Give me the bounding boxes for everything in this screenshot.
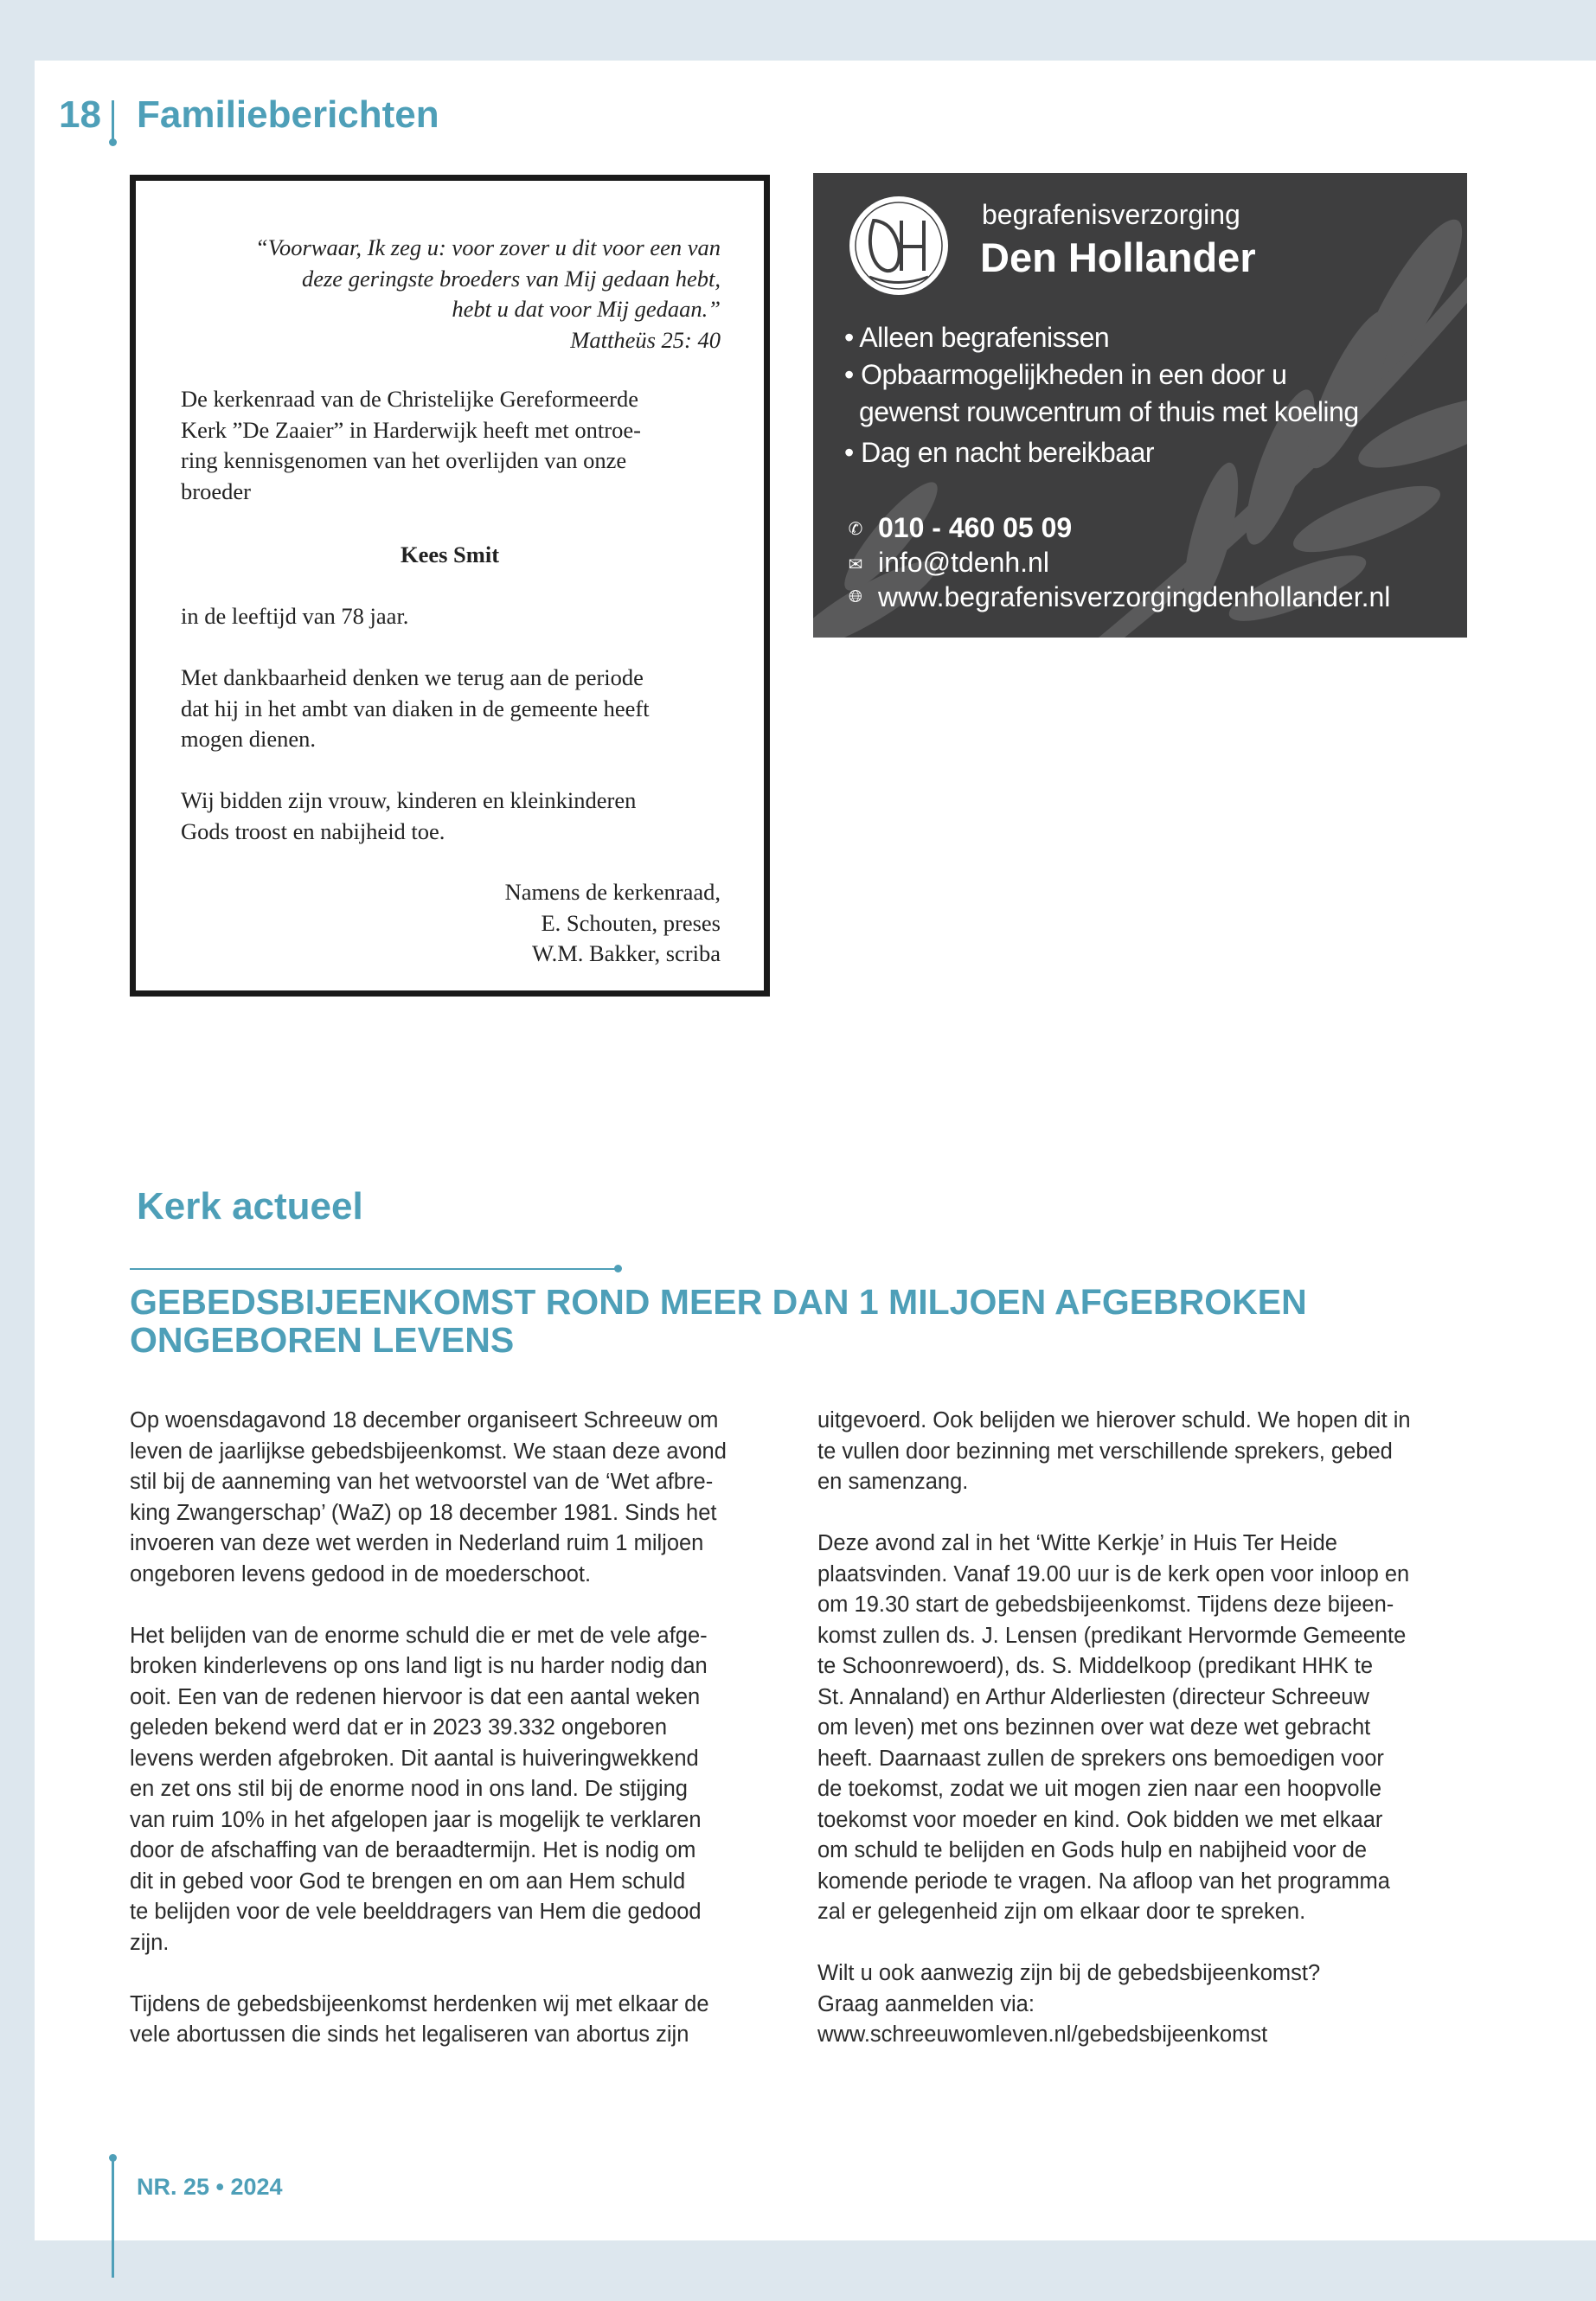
article-paragraph: Deze avond zal in het ‘Witte Kerkje’ in Huis Ter Heide plaatsvinden. Vanaf 19.00 uur is de kerk open voor inloop en om 19.30 start de gebedsbijeenkomst. Tijdens deze bijeen- komst zullen ds. J. Lensen (predikant Hervormde Gemeente te Schoonrewoerd), ds. S. Middelkoop (predikant HHK te St. Annaland) en Arthur Alderliesten (directeur Schreeuw om leven) met ons bezinnen over wat deze wet gebracht heeft. Daarnaast zullen de sprekers ons bemoedigen voor de toekomst, zodat we uit mogen zien naar een hoopvolle toekomst voor moeder en kind. Ook bidden we met elkaar om schuld te belijden en Gods hulp en nabijheid voor de komende periode te vragen. Na afloop van het programma zal er gelegenheid zijn om elkaar door te spreken.	[817, 1531, 1410, 1924]
ad-phone[interactable]: 010 - 460 05 09	[878, 512, 1073, 543]
obituary-prayer	[181, 785, 734, 847]
quote-line: “Voorwaar, Ik zeg u: voor zover u dit voor een van	[254, 234, 721, 260]
text-line: Met dankbaarheid denken we terug aan de periode	[181, 664, 644, 690]
signature-line: Namens de kerkenraad,	[504, 879, 721, 905]
obituary-notice	[130, 175, 770, 997]
footer-divider	[112, 2157, 114, 2278]
text-line: Wij bidden zijn vrouw, kinderen en kleinkinderen	[181, 787, 637, 813]
text-line: mogen dienen.	[181, 726, 317, 752]
header-divider-dot	[109, 138, 117, 146]
text-line: ring kennisgenomen van het overlijden van onze	[181, 447, 627, 473]
kerk-section-title: Kerk actueel	[137, 1185, 363, 1227]
article-paragraph: Het belijden van de enorme schuld die er met de vele afge- broken kinderlevens op ons land ligt is nu harder nodig dan ooit. Een van de redenen hiervoor is dat een aantal weken geleden bekend werd dat er in 2023 39.332 ongeboren levens werden afgebroken. Dit aantal is huiveringwekkend en zet ons stil bij de enorme nood in ons land. De stijging van ruim 10% in het afgelopen jaar is mogelijk te verklaren door de afschaffing van de beraadtermijn. Het is nodig om dit in gebed voor God te brengen en om aan Hem schuld te belijden voor de vele beelddragers van Hem die gedood zijn.	[130, 1623, 708, 1955]
ad-email[interactable]: info@tdenh.nl	[878, 547, 1049, 578]
bible-quote	[167, 233, 721, 356]
quote-reference: Mattheüs 25: 40	[570, 326, 721, 353]
headline-line: ONGEBOREN LEVENS	[130, 1320, 515, 1360]
text-line: Gods troost en nabijheid toe.	[181, 817, 445, 844]
envelope-icon: ✉	[848, 555, 863, 574]
page-number: 18	[59, 93, 101, 136]
article-paragraph: Op woensdagavond 18 december organiseert Schreeuw om leven de jaarlijkse gebedsbijeenkomst. We staan deze avond stil bij de aanneming van het wetvoorstel van de ‘Wet afbre- king Zwangerschap’ (WaZ) op 18 december 1981. Sinds het invoeren van deze wet werden in Nederland ruim 1 miljoen ongeboren levens gedood in de moederschoot.	[130, 1408, 727, 1586]
quote-line: deze geringste broeders van Mij gedaan hebt,	[301, 265, 721, 292]
ad-subtitle: begrafenisverzorging	[982, 199, 1240, 230]
article-paragraph: Tijdens de gebedsbijeenkomst herdenken wij met elkaar de vele abortussen die sinds het legaliseren van abortus zijn	[130, 1991, 709, 2047]
deceased-name: Kees Smit	[400, 542, 500, 567]
section-underline	[130, 1268, 617, 1270]
signature-line: W.M. Bakker, scriba	[531, 940, 721, 966]
header-divider	[112, 100, 114, 144]
article-paragraph: Wilt u ook aanwezig zijn bij de gebedsbijeenkomst? Graag aanmelden via: www.schreeuwomleven.nl/gebedsbijeenkomst	[817, 1961, 1321, 2047]
registration-link[interactable]: www.schreeuwomleven.nl/gebedsbijeenkomst	[817, 2022, 1268, 2047]
obituary-gratitude	[181, 663, 734, 755]
headline-line: GEBEDSBIJEENKOMST ROND MEER DAN 1 MILJOEN AFGEBROKEN	[130, 1282, 1307, 1322]
ad-bullet-continuation: gewenst rouwcentrum of thuis met koeling	[859, 396, 1359, 427]
ad-company-name: Den Hollander	[980, 234, 1256, 280]
obituary-intro	[181, 384, 734, 507]
ad-bullet: • Opbaarmogelijkheden in een door u	[844, 359, 1287, 390]
signature-line: E. Schouten, preses	[541, 909, 721, 936]
article-column-1	[130, 1406, 787, 2081]
ad-bullet: • Alleen begrafenissen	[844, 322, 1110, 353]
article-column-2	[817, 1406, 1475, 2081]
quote-line: hebt u dat voor Mij gedaan.”	[452, 296, 721, 322]
ad-bullet: • Dag en nacht bereikbaar	[844, 437, 1155, 468]
den-hollander-logo	[848, 195, 950, 297]
text-line: Kerk ”De Zaaier” in Harderwijk heeft met ontroe-	[181, 416, 641, 443]
globe-icon: 🌐︎	[849, 587, 862, 606]
section-title: Familieberichten	[137, 93, 439, 136]
phone-icon: ✆	[848, 520, 863, 539]
funeral-advertisement	[813, 173, 1467, 638]
ad-website[interactable]: www.begrafenisverzorgingdenhollander.nl	[878, 581, 1391, 612]
text-line: De kerkenraad van de Christelijke Gereformeerde	[181, 386, 639, 412]
obituary-signature	[505, 877, 721, 970]
article-headline	[130, 1283, 1462, 1359]
text-line: dat hij in het ambt van diaken in de gemeente heeft	[181, 695, 650, 721]
deceased-age: in de leeftijd van 78 jaar.	[181, 603, 409, 629]
article-paragraph: uitgevoerd. Ook belijden we hierover schuld. We hopen dit in te vullen door bezinning met verschillende sprekers, gebed en samenzang.	[817, 1408, 1411, 1494]
section-underline-dot	[614, 1265, 622, 1272]
issue-number: NR. 25 • 2024	[137, 2174, 283, 2200]
footer-divider-dot	[109, 2154, 117, 2162]
text-line: broeder	[181, 478, 251, 504]
